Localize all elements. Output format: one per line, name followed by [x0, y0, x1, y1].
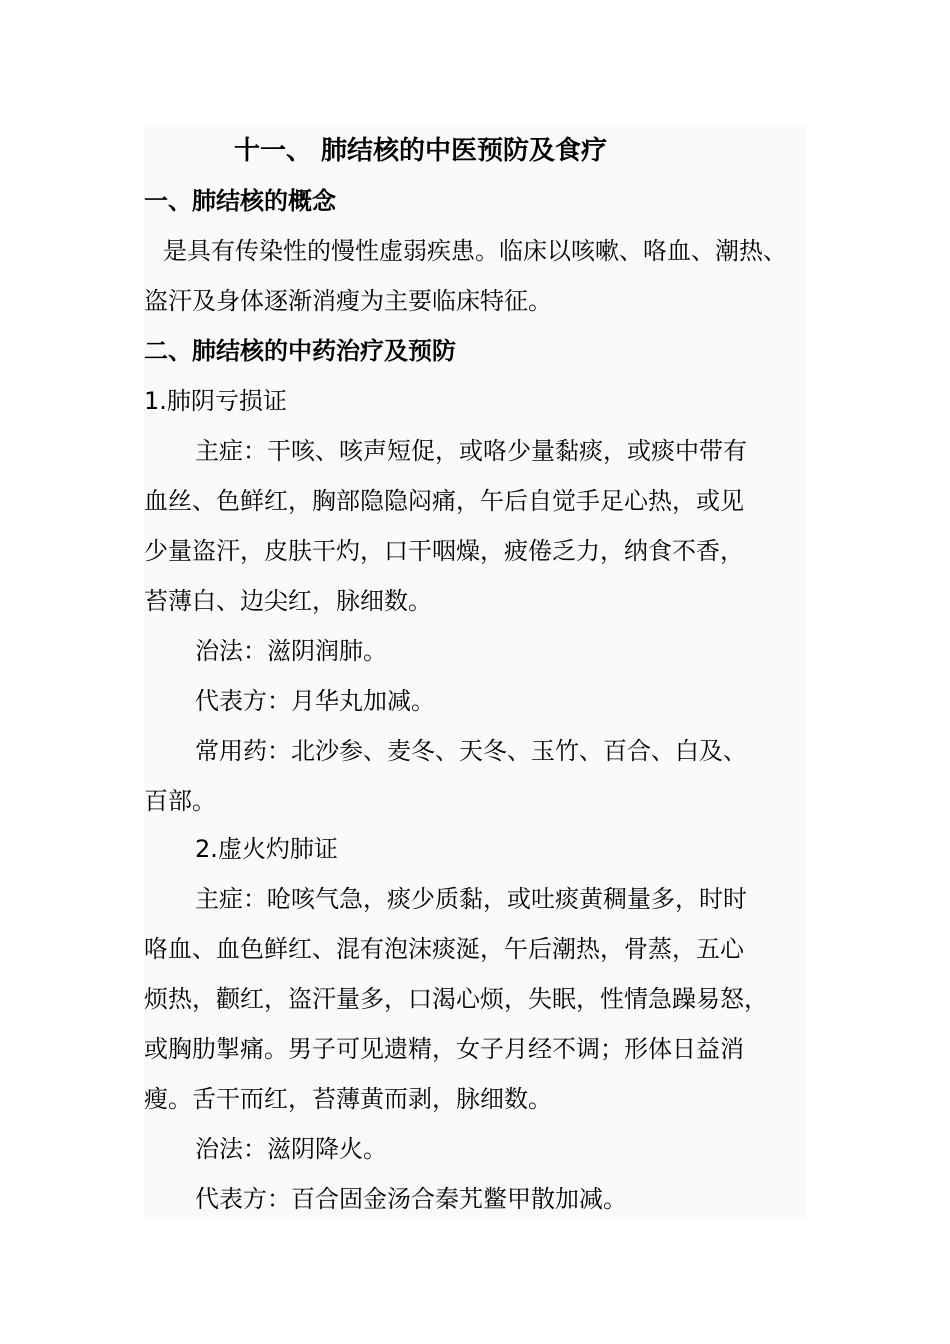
- paragraph-line: 或胸肋掣痛。男子可见遗精，女子月经不调；形体日益消: [144, 1035, 744, 1063]
- paragraph-line: 主症：呛咳气急，痰少质黏，或吐痰黄稠量多，时时: [195, 885, 747, 913]
- paragraph-line: 治法：滋阴降火。: [195, 1135, 387, 1163]
- paragraph-line: 代表方：月华丸加减。: [195, 687, 435, 715]
- subheading-lung-yin-deficiency: 1.肺阴亏损证: [144, 387, 287, 415]
- paragraph-line: 代表方：百合固金汤合秦艽鳖甲散加减。: [195, 1185, 627, 1213]
- paragraph-line: 瘦。舌干而红，苔薄黄而剥，脉细数。: [144, 1085, 552, 1113]
- paragraph-line: 盗汗及身体逐渐消瘦为主要临床特征。: [144, 287, 552, 315]
- paragraph-line: 常用药：北沙参、麦冬、天冬、玉竹、百合、白及、: [195, 737, 747, 765]
- paragraph-line: 咯血、血色鲜红、混有泡沫痰涎，午后潮热，骨蒸，五心: [144, 935, 744, 963]
- paragraph-line: 是具有传染性的慢性虚弱疾患。临床以咳嗽、咯血、潮热、: [163, 237, 787, 265]
- paragraph-line: 百部。: [144, 787, 216, 815]
- paragraph-line: 主症：干咳、咳声短促，或咯少量黏痰，或痰中带有: [195, 437, 747, 465]
- paragraph-line: 苔薄白、边尖红，脉细数。: [144, 587, 432, 615]
- page-title: 十一、 肺结核的中医预防及食疗: [234, 136, 608, 166]
- subheading-deficient-fire: 2.虚火灼肺证: [195, 835, 338, 863]
- paragraph-line: 烦热，颧红，盗汗量多，口渴心烦，失眠，性情急躁易怒，: [144, 985, 768, 1013]
- section-heading-treatment: 二、肺结核的中药治疗及预防: [144, 337, 456, 365]
- section-heading-concept: 一、肺结核的概念: [144, 187, 336, 215]
- paragraph-line: 血丝、色鲜红，胸部隐隐闷痛，午后自觉手足心热，或见: [144, 487, 744, 515]
- paragraph-line: 治法：滋阴润肺。: [195, 637, 387, 665]
- paragraph-line: 少量盗汗，皮肤干灼，口干咽燥，疲倦乏力，纳食不香，: [144, 537, 744, 565]
